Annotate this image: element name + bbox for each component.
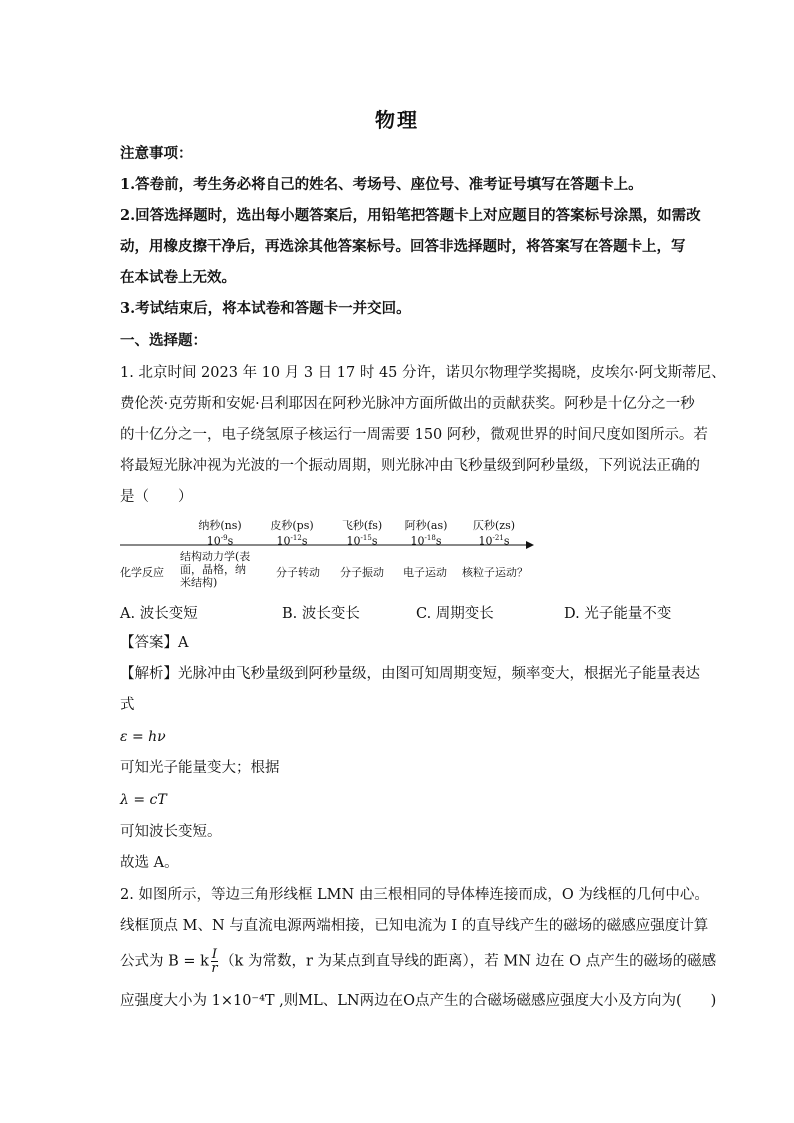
option-d[interactable]: D. 光子能量不变 (564, 606, 672, 622)
fraction-numerator: I (211, 947, 218, 962)
notes-heading: 注意事项： (120, 145, 193, 162)
note-2-line-2: 动，用橡皮擦干净后，再选涂其他答案标号。回答非选择题时，将答案写在答题卡上，写 (120, 238, 686, 255)
option-c[interactable]: C. 周期变长 (416, 606, 494, 622)
phenomenon-structural-dynamics: 结构动力学(表 面，晶格，纳 米结构) (180, 550, 251, 589)
unit-zs: 仄秒(zs) $10^{-21}s$ (472, 519, 516, 548)
q1-line-1: 1. 北京时间 2023 年 10 月 3 日 17 时 45 分许，诺贝尔物理学奖揭晓，皮埃尔·阿戈斯蒂尼、 (120, 365, 726, 381)
q1-line-4: 将最短光脉冲视为光波的一个振动周期，则光脉冲由飞秒量级到阿秒量级，下列说法正确的 (120, 458, 700, 474)
answer-value: A (178, 635, 189, 651)
answer-line (120, 633, 680, 653)
phenomenon-chemical: 化学反应 (120, 566, 164, 579)
analysis-line-1 (120, 664, 700, 684)
analysis-line-4: 可知波长变短。 (120, 824, 222, 840)
q1-line-5: 是（ ） (120, 489, 193, 505)
q1-line-3: 的十亿分之一，电子绕氢原子核运行一周需要 150 阿秒，微观世界的时间尺度如图所示。若 (120, 427, 708, 443)
phenomenon-electron: 电子运动 (403, 566, 447, 579)
q2-fraction (211, 948, 218, 975)
note-2-line-1: 2.回答选择题时，选出每小题答案后，用铅笔把答题卡上对应题目的答案标号涂黑，如需改 (120, 207, 701, 224)
q2-formula-prefix: 公式为 B = k (120, 953, 209, 970)
q2-line-4: 应强度大小为 1×10⁻⁴T ,则ML、LN两边在O点产生的合磁场磁感应强度大小及方向为( ) (120, 993, 717, 1009)
note-1: 1.答卷前，考生务必将自己的姓名、考场号、座位号、准考证号填写在答题卡上。 (120, 176, 643, 193)
phenomenon-nuclear: 核粒子运动？ (462, 566, 528, 579)
unit-as: 阿秒(as) $10^{-18}s$ (404, 519, 448, 548)
analysis-line-3: 可知光子能量变大；根据 (120, 760, 280, 776)
phenomenon-rotation: 分子转动 (276, 566, 320, 579)
page-title: 物理 (375, 108, 419, 132)
fraction-denominator: r (211, 961, 218, 976)
note-3: 3.考试结束后，将本试卷和答题卡一并交回。 (120, 300, 411, 317)
q2-line-2: 线框顶点 M、N 与直流电源两端相接，已知电流为 I 的直导线产生的磁场的磁感应强度计算 (120, 918, 709, 934)
option-b[interactable]: B. 波长变长 (282, 606, 360, 622)
q1-options (120, 602, 680, 622)
unit-ns: 纳秒(ns) $10^{-9}s$ (198, 519, 242, 548)
conclusion-line: 故选 A。 (120, 855, 179, 871)
phenomenon-vibration: 分子振动 (340, 566, 384, 579)
q2-line-3 (120, 947, 717, 976)
formula-energy: ε = hν (120, 729, 166, 745)
note-2-line-3: 在本试卷上无效。 (120, 269, 236, 286)
analysis-line-2: 式 (120, 697, 135, 713)
formula-wavelength: λ = cT (120, 792, 167, 808)
unit-ps: 皮秒(ps) $10^{-12}s$ (270, 519, 314, 548)
section-heading: 一、选择题： (120, 332, 207, 349)
unit-fs: 飞秒(fs) $10^{-15}s$ (341, 519, 383, 548)
q2-formula-suffix: （k 为常数，r 为某点到直导线的距离），若 MN 边在 O 点产生的磁场的磁感 (220, 953, 717, 970)
option-a[interactable]: A. 波长变短 (120, 606, 198, 622)
q2-line-1: 2. 如图所示，等边三角形线框 LMN 由三根相同的导体棒连接而成，O 为线框的几何中心。 (120, 887, 709, 903)
q1-line-2: 费伦茨·克劳斯和安妮·吕利耶因在阿秒光脉冲方面所做出的贡献获奖。阿秒是十亿分之一秒 (120, 396, 695, 412)
answer-tag: 【答案】 (120, 635, 178, 651)
analysis-text-1: 光脉冲由飞秒量级到阿秒量级，由图可知周期变短，频率变大，根据光子能量表达 (178, 666, 700, 682)
analysis-tag: 【解析】 (120, 666, 178, 682)
